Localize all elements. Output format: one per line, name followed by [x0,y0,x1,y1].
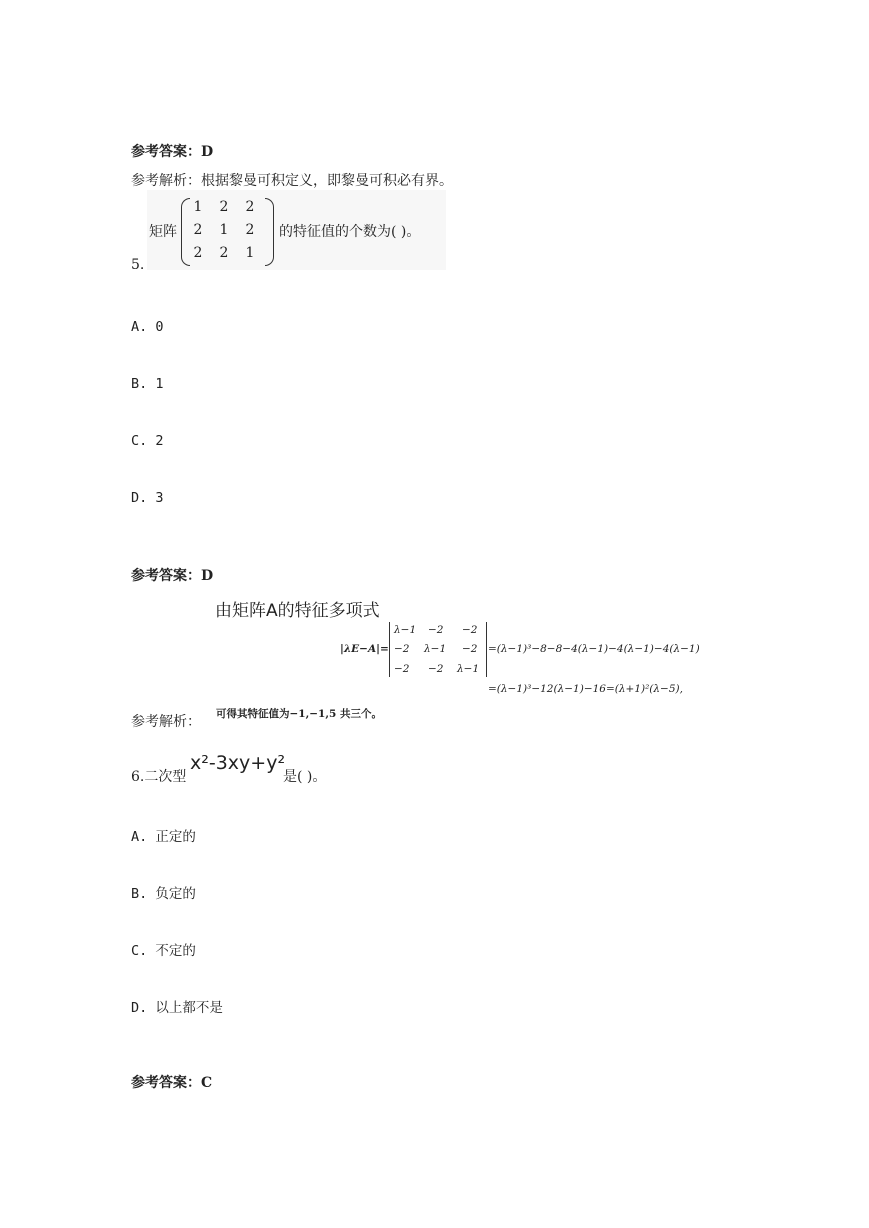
det-bar-right [486,622,487,677]
matrix-cell: 2 [245,222,255,238]
det-lhs: |λE−A|= [340,643,389,655]
answer-label: 参考答案：D [131,568,214,584]
det-cell: −2 [428,663,444,675]
option-d: D. 以上都不是 [131,1000,223,1016]
quadratic-form-image: x²-3xy+y² [190,752,286,774]
solution-line-1: =(λ−1)³−8−8−4(λ−1)−4(λ−1)−4(λ−1) [488,643,700,655]
matrix-cell: 2 [219,245,229,261]
solution-heading: 由矩阵A的特征多项式 [215,601,380,621]
matrix-cell: 2 [193,245,203,261]
option-a: A. 正定的 [131,829,196,845]
analysis-label: 参考解析： [131,714,201,730]
option-b: B. 1 [131,376,164,392]
det-cell: −2 [394,643,410,655]
det-cell: λ−1 [394,624,417,636]
question-6-prefix: 6.二次型 [131,769,187,785]
matrix-cell: 1 [245,245,255,261]
det-cell: −2 [394,663,410,675]
matrix-cell: 2 [219,199,229,215]
matrix-prefix: 矩阵 [149,224,177,240]
option-d: D. 3 [131,490,164,506]
matrix-cell: 2 [245,199,255,215]
det-cell: −2 [462,624,478,636]
question-image [147,190,446,270]
det-cell: λ−1 [424,643,447,655]
det-cell: −2 [428,624,444,636]
det-bar-left [389,622,390,677]
question-6-suffix: 是( )。 [283,769,327,785]
solution-line-2: =(λ−1)³−12(λ−1)−16=(λ+1)²(λ−5), [488,683,683,695]
option-c: C. 不定的 [131,943,196,959]
det-cell: λ−1 [457,663,480,675]
left-paren [181,198,190,266]
question-number: 5. [131,257,145,273]
analysis-text: 参考解析：根据黎曼可积定义，即黎曼可积必有界。 [131,173,453,189]
matrix-cell: 1 [193,199,203,215]
answer-label: 参考答案：C [131,1075,213,1091]
right-paren [265,198,274,266]
solution-image [212,592,717,722]
matrix-cell: 2 [193,222,203,238]
answer-label: 参考答案：D [131,144,214,160]
option-a: A. 0 [131,319,164,335]
det-cell: −2 [462,643,478,655]
matrix-suffix: 的特征值的个数为( )。 [279,224,421,240]
option-c: C. 2 [131,433,164,449]
matrix-cell: 1 [219,222,229,238]
solution-conclusion: 可得其特征值为−1,−1,5 共三个。 [216,708,382,720]
option-b: B. 负定的 [131,886,196,902]
